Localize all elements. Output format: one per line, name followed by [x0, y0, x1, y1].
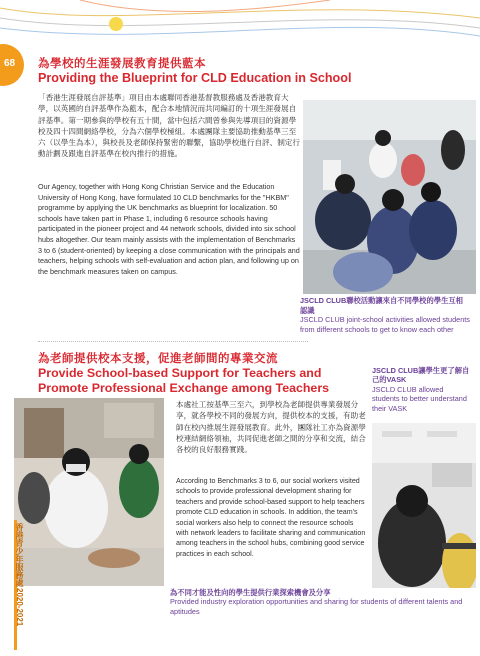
caption-joint-school [300, 296, 470, 334]
section2-body-en: According to Benchmarks 3 to 6, our social workers visited schools to provide professional development sharing for teachers and provide school-based support to help teachers promote CLD education in schools. In addition, the team's social workers also help to connect the resource schools with network leaders to facilitate sharing and communication among teachers in the school hubs, combining good service practices in each school. [176, 477, 366, 558]
caption-vask-en: JSCLD CLUB allowed students to better understand their VASK [372, 384, 467, 413]
decorative-top-lines [0, 0, 480, 60]
photo-joint-school-activity [303, 100, 476, 294]
section2-body-zh: 本處社工按基準三至六，到學校為老師提供專業發展分享，就各學校不同的發展方向，提供校本的支援，有助老師在校內推展生涯發展教育。此外，團隊社工亦為資源學校連結網絡領袖，共同促進老師之間的分享和交流，結合各校的良好服務實踐。 [176, 400, 366, 455]
page-number: 68 [4, 58, 16, 69]
section1-title-zh: 為學校的生涯發展教育提供藍本 [38, 58, 206, 70]
caption-joint-school-zh: JSCLD CLUB聯校活動讓來自不同學校的學生互相認識 [300, 296, 463, 315]
section-divider [38, 341, 308, 342]
section2-title-zh: 為老師提供校本支援，促進老師間的專業交流 [38, 353, 278, 365]
caption-vask [372, 366, 472, 413]
section1-body-en: Our Agency, together with Hong Kong Christian Service and the Education University of Hong Kong, have formulated 10 CLD benchmarks for the "HKBM" programme by applying the UK benchmarks as blueprint for localization. 50 schools have taken part in Phase 1, including 6 resource schools having participated in the pioneer project and 44 network schools, divided into six school hubs altogether. Our team mainly assists with the implementation of Benchmarks 3 to 6 (student-oriented) by keeping a close communication with the principals and teachers, helping schools with self-evaluation and action plan, and following up on the benchmark measures taken on campus. [38, 182, 300, 276]
photo-industry-exploration [14, 398, 164, 586]
section1-title-en: Providing the Blueprint for CLD Education in School [38, 71, 352, 85]
caption-joint-school-en: JSCLD CLUB joint-school activities allowed students from different schools to get to know each other [300, 315, 470, 334]
caption-industry-en: Provided industry exploration opportunities and sharing for students of different talents and aptitudes [170, 597, 463, 616]
caption-industry-zh: 為不同才能及性向的學生提供行業探索機會及分享 [170, 588, 331, 597]
org-year: 2020-2021 [15, 588, 24, 627]
caption-industry [170, 588, 470, 616]
section1-body-zh: 「香港生涯發展自評基準」項目由本處聯同香港基督教服務處及香港教育大學，以英國的自評基準作為藍本，配合本地情況而共同編訂的十項生涯發展自評基準。第一期參與的學校有五十間，當中包括六間曾參與先導項目的資源學校及四十四間網絡學校，分為六個學校極組。本處團隊主要協助推動基準三至六（以學生為本），與校長及老師保持緊密的聯繫，協助學校進行自評、制定行動計劃及跟進自評基準在校內推行的措施。 [38, 93, 300, 159]
photo-vask-classroom [372, 423, 476, 588]
section2-title-en-line1: Provide School-based Support for Teachers and [38, 366, 322, 380]
caption-vask-zh: JSCLD CLUB讓學生更了解自己的VASK [372, 366, 470, 385]
org-name: 香港青少年服務處 [15, 523, 24, 587]
section2-title-en-line2: Promote Professional Exchange among Teachers [38, 381, 330, 395]
